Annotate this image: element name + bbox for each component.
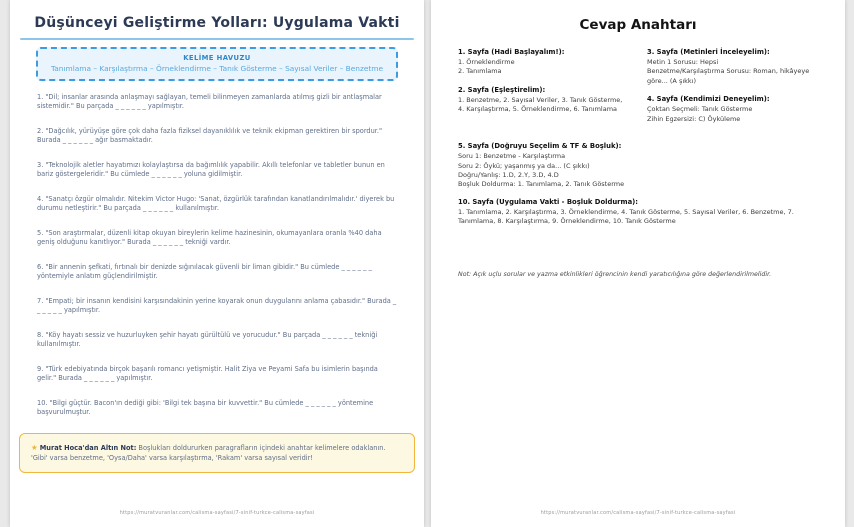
answer-line: 1. Tanımlama, 2. Karşılaştırma, 3. Örneklendirme, 4. Tanık Gösterme, 5. Sayısal Veriler, 6. Benzetme, 7. Tanımlama, 8. Karşılaştırma, 9. Örneklendirme, 10. Tanık Gösterme [458,207,794,226]
answer-key-column-left [458,48,629,133]
answer-section-lines [647,105,818,124]
title-underline [20,38,414,40]
answer-section-lines [647,58,818,86]
question-item: 1. "Dil; insanlar arasında anlaşmayı sağlayan, temeli bilinmeyen zamanlarda atılmış gizli bir antlaşmalar sistemidir." Bu parçada _ _ _ _ _ _ yapılmıştır. [37,93,382,111]
word-pool-title: KELİME HAVUZU [183,54,251,62]
answer-line: Çoktan Seçmeli: Tanık Gösterme [647,105,753,114]
question-item: 5. "Son araştırmalar, düzenli kitap okuyan bireylerin kelime hazinesinin, okumayanlara oranla %40 daha geniş olduğunu kanıtlıyor." Burada _ _ _ _ _ _ tekniği vardır. [37,229,382,247]
answer-line: 1. Örneklendirme [458,58,515,66]
golden-note-text: Boşlukları doldururken paragrafların içindeki anahtar kelimelere odaklanın. 'Gibi' varsa benzetme, 'Oysa/Daha' varsa karşılaştırma, 'Rakam' varsa sayısal veridir! [31,444,386,462]
answer-line: 2. Tanımlama [458,67,502,76]
answer-section [647,48,818,86]
golden-note-title: Murat Hoca'dan Altın Not: [39,444,137,452]
answer-section-lines [458,58,629,77]
question-item: 8. "Köy hayatı sessiz ve huzurluyken şehir hayatı gürültülü ve yorucudur." Bu parçada _ _ _ _ _ _ tekniği kullanılmıştır. [37,331,378,349]
answer-key-title: Cevap Anahtarı [579,17,697,33]
question-item: 2. "Dağcılık, yürüyüşe göre çok daha fazla fiziksel dayanıklılık ve teknik ekipman gerektiren bir spordur." Burada _ _ _ _ _ _ ağır basmaktadır. [37,127,383,145]
question-item: 7. "Empati; bir insanın kendisini karşısındakinin yerine koyarak onun duygularını anlama çabasıdır." Burada _ _ _ _ _ _ yapılmıştır. [37,297,397,315]
word-pool-box [36,47,398,81]
answer-section [647,95,818,124]
answer-line: Doğru/Yanlış: 1.D, 2.Y, 3.D, 4.D [458,170,559,179]
answer-line: Metin 1 Sorusu: Hepsi [647,58,719,66]
question-item: 9. "Türk edebiyatında birçok başarılı romancı yetişmiştir. Halit Ziya ve Peyami Safa bu isimlerin başında gelir." Burada _ _ _ _ _ _ yapılmıştır. [37,365,378,383]
evaluation-note: Not: Açık uçlu sorular ve yazma etkinlikleri öğrencinin kendi yaratıcılığına göre değerlendirilmelidir. [458,270,772,278]
answer-line: Soru 1: Benzetme - Karşılaştırma [458,152,566,161]
answer-section [458,86,629,115]
answer-key-page [431,0,845,527]
worksheet-page [10,0,424,527]
answer-section-lines [458,208,818,227]
answer-section-heading: 10. Sayfa (Uygulama Vakti - Boşluk Doldurma): [458,197,639,206]
answer-section-heading: 1. Sayfa (Hadi Başlayalım!): [458,48,565,56]
answer-section-heading: 5. Sayfa (Doğruyu Seçelim & TF & Boşluk): [458,142,622,151]
golden-note-box [19,433,415,473]
answer-section [458,48,629,77]
answer-line: Soru 2: Öykü; yaşanmış ya da... (C şıkkı) [458,161,590,170]
answer-line: Zihin Egzersizi: C) Öyküleme [647,114,741,123]
star-icon: ★ [31,443,38,452]
answer-line: Boşluk Doldurma: 1. Tanımlama, 2. Tanık Gösterme [458,180,625,189]
footer-link[interactable]: https://muratvuranlar.com/calisma-sayfasi/7-sinif-turkce-calisma-sayfasi [540,510,736,516]
answer-section-lines [458,152,818,190]
answer-section-lines [458,96,629,115]
answer-section-heading: 4. Sayfa (Kendimizi Deneyelim): [647,95,770,104]
answer-section [458,198,818,227]
answer-key-column-right [647,48,818,133]
answer-section-heading: 3. Sayfa (Metinleri İnceleyelim): [647,48,770,56]
question-list [37,93,397,418]
answer-line: 1. Benzetme, 2. Sayısal Veriler, 3. Tanık Gösterme, 4. Karşılaştırma, 5. Örneklendirme, 6. Tanımlama [458,95,623,114]
answer-section-heading: 2. Sayfa (Eşleştirelim): [458,85,546,94]
question-item: 3. "Teknolojik aletler hayatımızı kolaylaştırsa da bağımlılık yapabilir. Akıllı telefonlar ve tabletler bunun en bariz göstergeleridir." Bu cümlede _ _ _ _ _ _ yoluna gidilmiştir. [37,161,385,179]
answer-line: Benzetme/Karşılaştırma Sorusu: Roman, hikâyeye göre... (A şıkkı) [647,67,810,85]
footer-link[interactable]: https://muratvuranlar.com/calisma-sayfasi/7-sinif-turkce-calisma-sayfasi [119,510,315,516]
worksheet-title: Düşünceyi Geliştirme Yolları: Uygulama Vakti [34,15,400,31]
word-pool-words: Tanımlama – Karşılaştırma – Örneklendirme – Tanık Gösterme – Sayısal Veriler – Benzetme [50,64,384,73]
answer-key-columns [458,48,818,133]
answer-section [458,142,818,190]
question-item: 6. "Bir annenin şefkati, fırtınalı bir denizde sığınılacak güvenli bir liman gibidir." Bu cümlede _ _ _ _ _ _ yöntemiyle anlatım güçlendirilmiştir. [37,263,372,281]
answer-key-full-width [458,142,818,227]
question-item: 10. "Bilgi güçtür. Bacon'ın dediği gibi: 'Bilgi tek başına bir kuvvettir." Bu cümlede _ _ _ _ _ _ yöntemine başvurulmuştur. [37,399,374,417]
question-item: 4. "Sanatçı özgür olmalıdır. Nitekim Victor Hugo: 'Sanat, özgürlük tarafından kanatlandırılmalıdır.' diyerek bu durumu netleştirir." Bu parçada _ _ _ _ _ _ kullanılmıştır. [37,195,395,213]
